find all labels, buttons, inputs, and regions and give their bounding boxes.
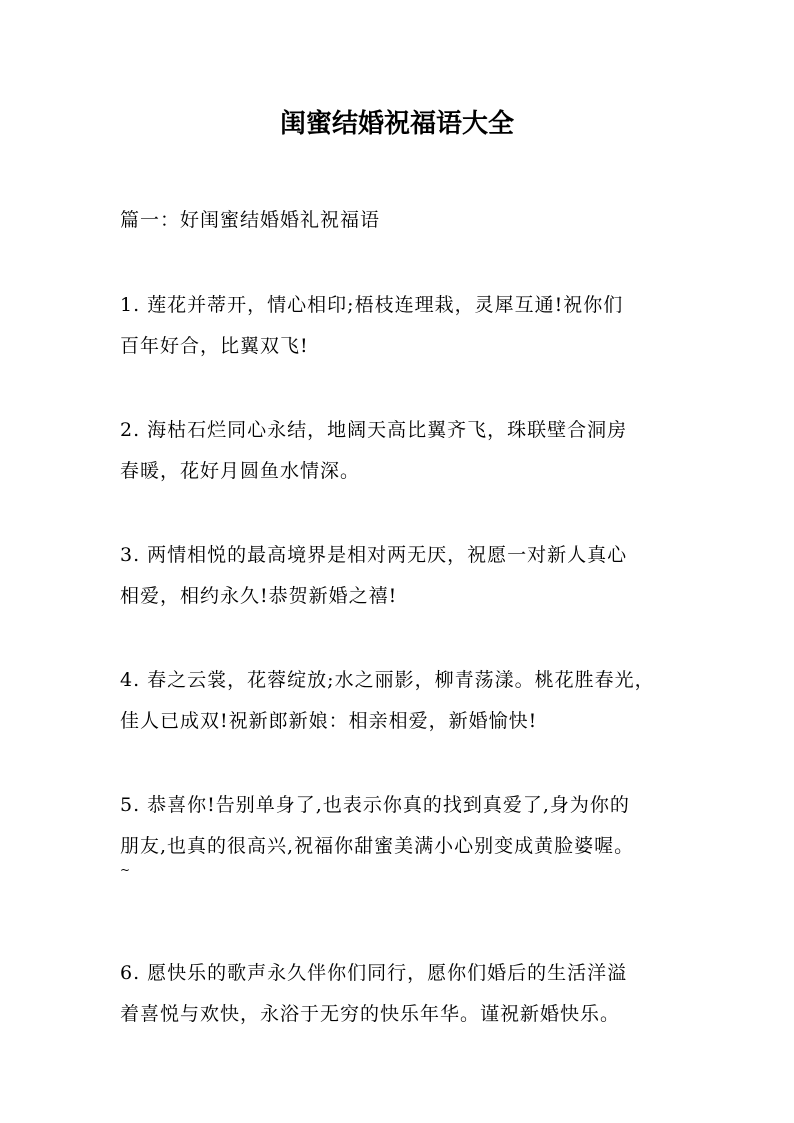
blessing-item [120,785,680,877]
blessing-line: 着喜悦与欢快，永浴于无穷的快乐年华。谨祝新婚快乐。 [120,1003,621,1025]
blessing-line: 春暖，花好月圆鱼水情深。 [120,460,361,482]
blessing-line: 百年好合，比翼双飞! [120,335,309,357]
tilde-mark: ~ [120,863,132,877]
blessing-item [120,410,680,492]
blessing-item [120,660,680,742]
section-heading: 篇一：好闺蜜结婚婚礼祝福语 [120,209,381,231]
blessing-line: 5. 恭喜你!告别单身了,也表示你真的找到真爱了,身为你的 [120,794,630,816]
blessing-line: 6. 愿快乐的歌声永久伴你们同行，愿你们婚后的生活洋溢 [120,962,628,984]
blessing-line: 4. 春之云裳，花蓉绽放;水之丽影，柳青荡漾。桃花胜春光， [120,669,655,691]
page-title: 闺蜜结婚祝福语大全 [279,109,514,139]
blessing-line: 佳人已成双!祝新郎新娘：相亲相爱，新婚愉快! [120,710,538,732]
blessing-line: 1. 莲花并蒂开，情心相印;梧枝连理栽，灵犀互通!祝你们 [120,294,624,316]
blessing-line: 2. 海枯石烂同心永结，地阔天高比翼齐飞，珠联壁合洞房 [120,419,628,441]
blessing-item [120,285,680,367]
blessing-line: 相爱，相约永久!恭贺新婚之禧! [120,585,398,607]
blessing-line: 朋友,也真的很高兴,祝福你甜蜜美满小心别变成黄脸婆喔。 [120,835,635,857]
blessing-item [120,535,680,617]
blessing-line: 3. 两情相悦的最高境界是相对两无厌，祝愿一对新人真心 [120,544,628,566]
blessing-item [120,953,680,1035]
